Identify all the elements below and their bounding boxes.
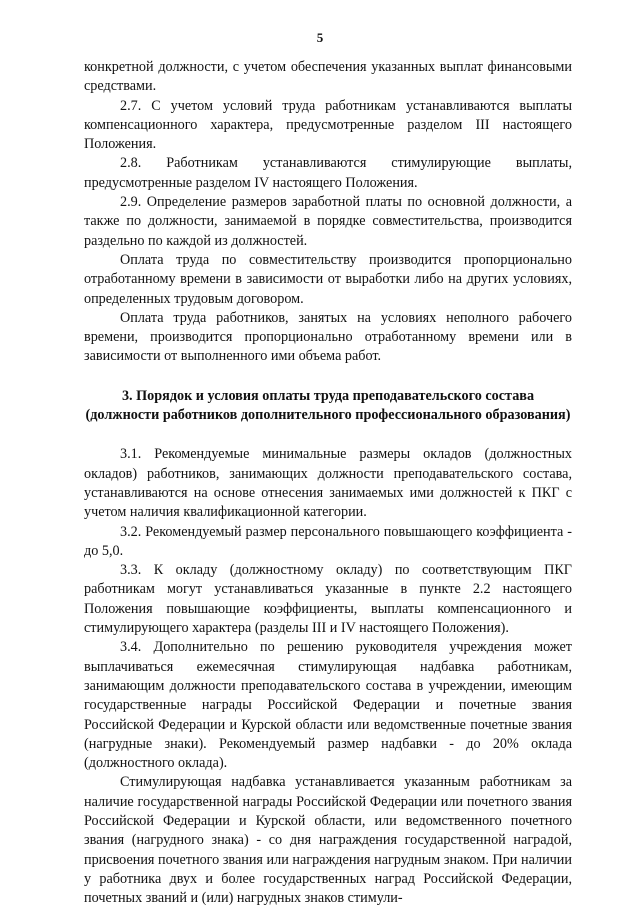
paragraph-3-4: 3.4. Дополнительно по решению руководителя учреждения может выплачиваться ежемесячная стимулирующая надбавка работникам, занимающим должности преподавательского состава в учреждении, имеющим государственные награды Российской Федерации и почетные звания Российской Федерации и Курской области или ведомственные почетные звания (нагрудные знаки). Рекомендуемый размер надбавки - до 20% оклада (должностного оклада).: [84, 639, 572, 772]
document-body: [84, 58, 572, 908]
paragraph-incentive-allowance: Стимулирующая надбавка устанавливается указанным работникам за наличие государственной награды Российской Федерации или почетного звания Российской Федерации и Курской области, или ведомственного почетного звания (нагрудного знака) - со дня награждения государственной наградой, присвоения почетного звания или награждения нагрудным знаком. При наличии у работника двух и более государственных наград Российской Федерации, почетных званий и (или) нагрудных знаков стимули-: [84, 774, 572, 907]
paragraph-2-9: 2.9. Определение размеров заработной платы по основной должности, а также по должности, занимаемой в порядке совместительства, производится раздельно по каждой из должностей.: [84, 194, 572, 249]
paragraph-3-1: 3.1. Рекомендуемые минимальные размеры окладов (должностных окладов) работников, занимающих должности преподавательского состава, устанавливаются на основе отнесения занимаемых ими должностей к ПКГ с учетом наличия квалификационной категории.: [84, 446, 572, 521]
paragraph-3-3: 3.3. К окладу (должностному окладу) по соответствующим ПКГ работникам могут устанавливаться указанные в пункте 2.2 настоящего Положения повышающие коэффициенты, выплаты компенсационного и стимулирующего характера (разделы III и IV настоящего Положения).: [84, 562, 572, 637]
section-heading: 3. Порядок и условия оплаты труда преподавательского состава (должности работников дополнительного профессионального образования): [85, 387, 571, 424]
page-number: 5: [316, 30, 324, 45]
paragraph-3-2: 3.2. Рекомендуемый размер персонального повышающего коэффициента - до 5,0.: [84, 523, 572, 559]
paragraph-part-time-pay: Оплата труда по совместительству производится пропорционально отработанному времени в зависимости от выработки либо на других условиях, определенных трудовым договором.: [84, 251, 572, 307]
paragraph-continuation: конкретной должности, с учетом обеспечения указанных выплат финансовыми средствами.: [84, 59, 572, 95]
paragraph-reduced-hours-pay: Оплата труда работников, занятых на условиях неполного рабочего времени, производится пропорционально отработанному времени или в зависимости от выполненного ими объема работ.: [84, 309, 572, 365]
paragraph-2-7: 2.7. С учетом условий труда работникам устанавливаются выплаты компенсационного характера, предусмотренные разделом III настоящего Положения.: [84, 97, 572, 153]
paragraph-2-8: 2.8. Работникам устанавливаются стимулирующие выплаты, предусмотренные разделом IV настоящего Положения.: [84, 155, 572, 191]
